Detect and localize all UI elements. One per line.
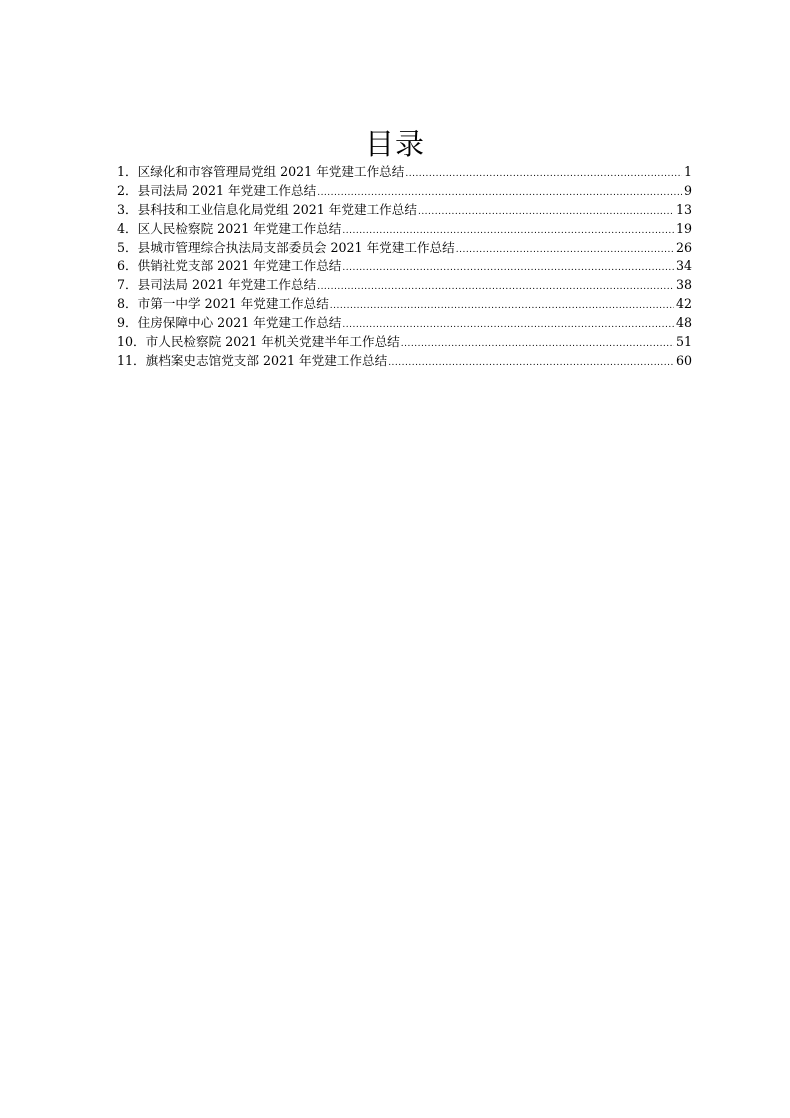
toc-entry-title: 县城市管理综合执法局支部委员会 2021 年党建工作总结 — [137, 239, 455, 255]
toc-entry-title: 供销社党支部 2021 年党建工作总结 — [137, 258, 342, 274]
toc-entry-number: 5． — [117, 239, 138, 255]
toc-dot-leader — [342, 259, 674, 276]
toc-entry[interactable] — [117, 257, 692, 276]
toc-dot-leader — [317, 278, 674, 295]
toc-dot-leader — [401, 335, 674, 352]
toc-entry-number: 11． — [117, 352, 146, 368]
toc-entry-number: 8． — [117, 296, 138, 312]
toc-entry-number: 4． — [117, 220, 138, 236]
toc-entry-title: 市第一中学 2021 年党建工作总结 — [137, 296, 329, 312]
toc-entry-page: 1 — [683, 164, 692, 179]
toc-entry-number: 1． — [117, 164, 138, 179]
toc-entry-title: 县司法局 2021 年党建工作总结 — [137, 182, 317, 198]
toc-dot-leader — [388, 354, 674, 371]
toc-entry[interactable] — [117, 314, 692, 333]
toc-entry[interactable] — [117, 276, 692, 295]
toc-dot-leader — [456, 241, 674, 258]
table-of-contents — [117, 163, 692, 371]
toc-dot-leader — [405, 165, 682, 182]
toc-title: 目录 — [364, 127, 425, 161]
toc-dot-leader — [342, 316, 674, 333]
toc-entry[interactable] — [117, 201, 692, 220]
toc-entry-title: 县科技和工业信息化局党组 2021 年党建工作总结 — [137, 201, 417, 217]
toc-entry-number: 3． — [117, 201, 138, 217]
toc-entry[interactable] — [117, 182, 692, 201]
toc-entry-page: 19 — [675, 220, 692, 236]
toc-dot-leader — [317, 184, 682, 201]
toc-entry-title: 区绿化和市容管理局党组 2021 年党建工作总结 — [137, 164, 405, 179]
toc-entry-title: 住房保障中心 2021 年党建工作总结 — [137, 315, 342, 331]
toc-entry-page: 9 — [683, 182, 692, 198]
toc-entry[interactable] — [117, 239, 692, 258]
toc-entry-title: 市人民检察院 2021 年机关党建半年工作总结 — [145, 334, 400, 350]
toc-entry-page: 42 — [675, 296, 692, 312]
toc-entry[interactable] — [117, 163, 692, 182]
toc-entry-number: 7． — [117, 277, 138, 293]
toc-entry-page: 48 — [675, 315, 692, 331]
toc-entry-page: 34 — [675, 258, 692, 274]
toc-entry-page: 13 — [675, 201, 692, 217]
toc-dot-leader — [342, 222, 674, 239]
toc-entry-title: 县司法局 2021 年党建工作总结 — [137, 277, 317, 293]
toc-dot-leader — [330, 297, 674, 314]
toc-entry-number: 10． — [117, 334, 146, 350]
toc-entry-page: 51 — [675, 334, 692, 350]
toc-entry-title: 旗档案史志馆党支部 2021 年党建工作总结 — [145, 352, 388, 368]
toc-entry[interactable] — [117, 220, 692, 239]
toc-entry-page: 26 — [675, 239, 692, 255]
toc-dot-leader — [418, 203, 674, 220]
toc-entry[interactable] — [117, 295, 692, 314]
toc-entry-number: 2． — [117, 182, 138, 198]
toc-entry-number: 6． — [117, 258, 138, 274]
toc-entry-title: 区人民检察院 2021 年党建工作总结 — [137, 220, 342, 236]
toc-entry[interactable] — [117, 333, 692, 352]
toc-entry-page: 38 — [675, 277, 692, 293]
toc-entry-page: 60 — [675, 352, 692, 368]
toc-entry-number: 9． — [117, 315, 138, 331]
toc-entry[interactable] — [117, 352, 692, 371]
